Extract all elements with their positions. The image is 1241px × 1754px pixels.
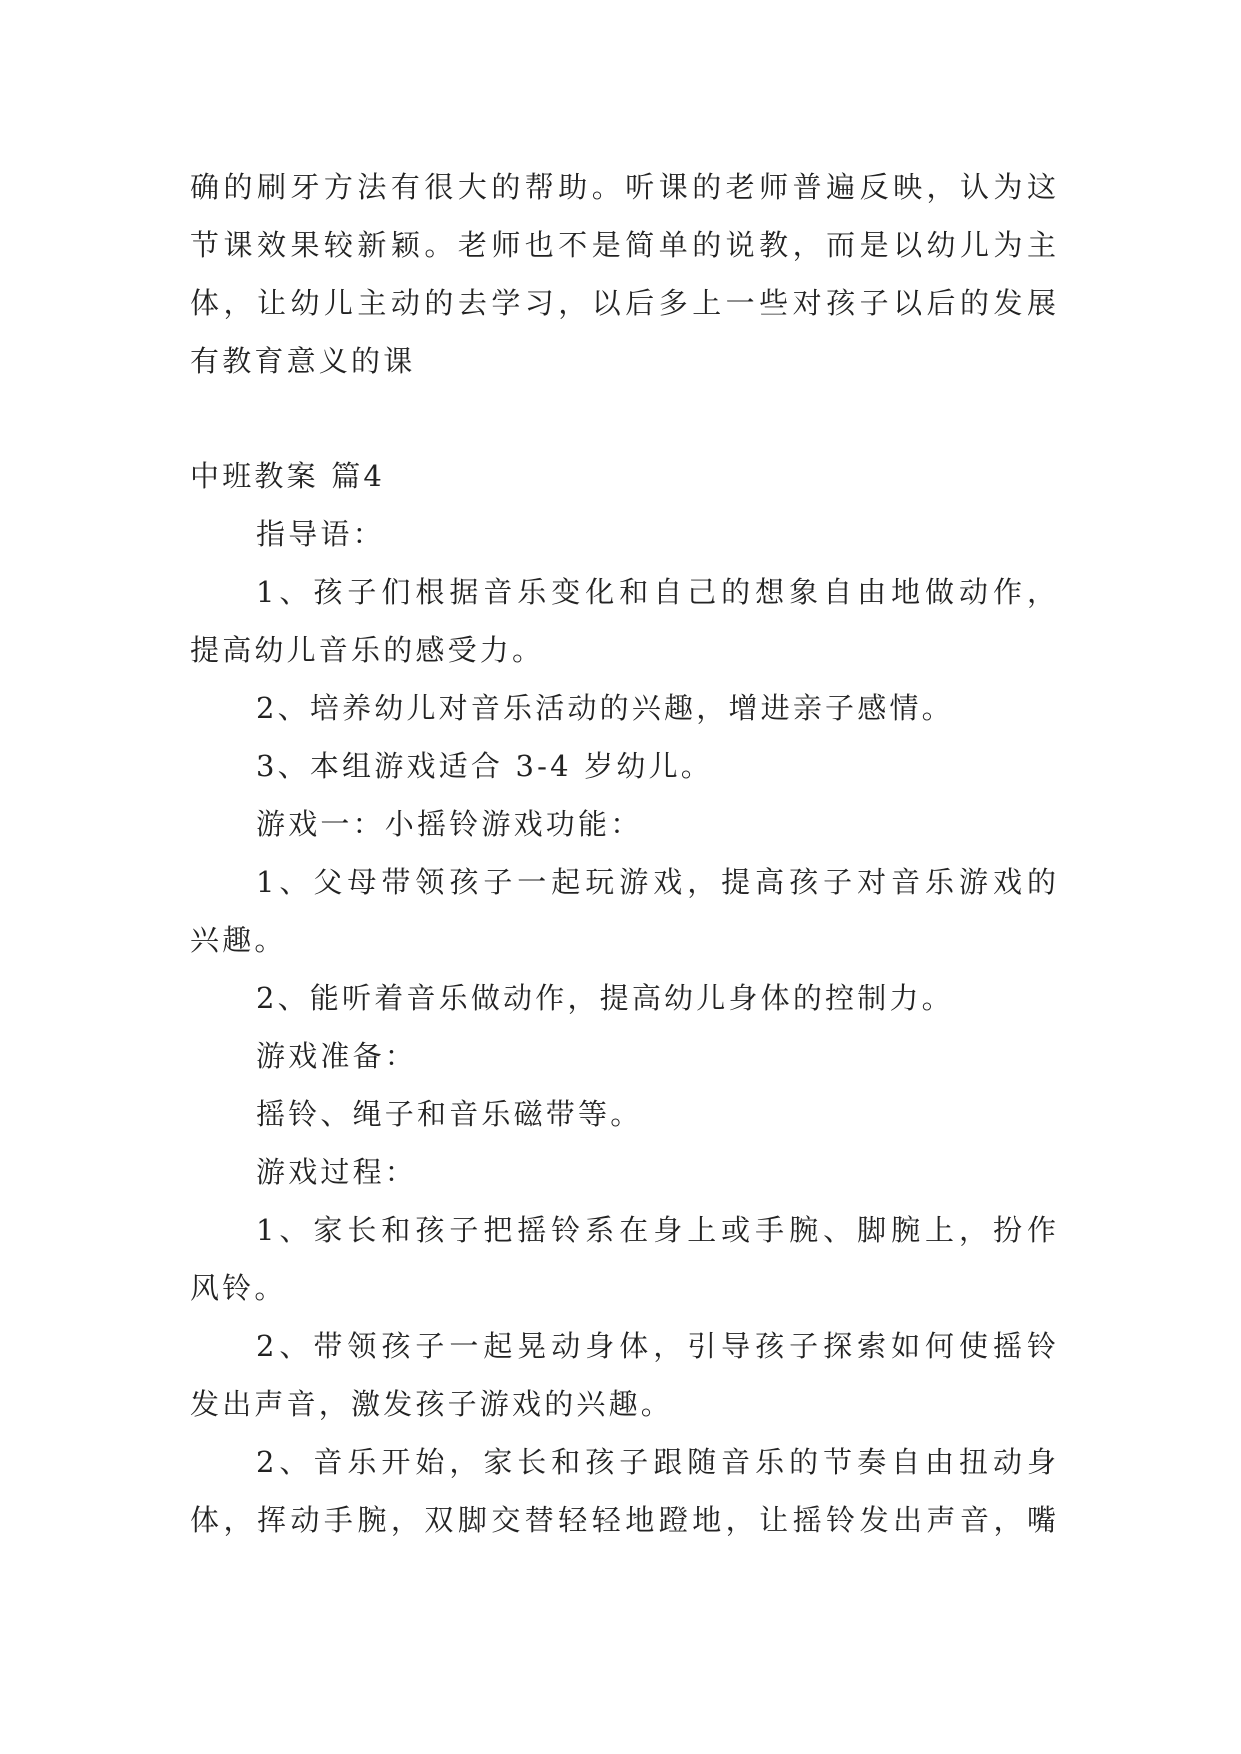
text-line: 游戏准备： [256, 1039, 418, 1073]
text-line: 2、音乐开始，家长和孩子跟随音乐的节奏自由扭动身 [256, 1445, 1056, 1479]
text-line: 兴趣。 [190, 923, 287, 957]
text-line: 2、带领孩子一起晃动身体，引导孩子探索如何使摇铃 [256, 1329, 1056, 1363]
text-line: 风铃。 [190, 1271, 287, 1305]
text-line: 3、本组游戏适合 3-4 岁幼儿。 [256, 749, 713, 783]
text-line: 有教育意义的课 [190, 344, 416, 378]
text-line: 体，挥动手腕，双脚交替轻轻地蹬地，让摇铃发出声音，嘴 [190, 1503, 1056, 1537]
text-line: 1、家长和孩子把摇铃系在身上或手腕、脚腕上，扮作 [256, 1213, 1056, 1247]
text-line: 游戏一：小摇铃游戏功能： [256, 807, 643, 841]
text-line: 体，让幼儿主动的去学习，以后多上一些对孩子以后的发展 [190, 286, 1056, 320]
text-line: 1、孩子们根据音乐变化和自己的想象自由地做动作， [256, 575, 1056, 609]
text-line: 提高幼儿音乐的感受力。 [190, 633, 545, 667]
text-line: 确的刷牙方法有很大的帮助。听课的老师普遍反映，认为这 [190, 170, 1056, 204]
text-line: 1、父母带领孩子一起玩游戏，提高孩子对音乐游戏的 [256, 865, 1056, 899]
text-line: 摇铃、绳子和音乐磁带等。 [256, 1097, 643, 1131]
section-heading: 中班教案 篇4 [190, 459, 386, 493]
text-line: 指导语： [256, 517, 385, 551]
text-line: 节课效果较新颖。老师也不是简单的说教，而是以幼儿为主 [190, 228, 1056, 262]
text-line: 2、培养幼儿对音乐活动的兴趣，增进亲子感情。 [256, 691, 954, 725]
text-line: 2、能听着音乐做动作，提高幼儿身体的控制力。 [256, 981, 954, 1015]
text-line: 发出声音，激发孩子游戏的兴趣。 [190, 1387, 674, 1421]
text-line: 游戏过程： [256, 1155, 418, 1189]
